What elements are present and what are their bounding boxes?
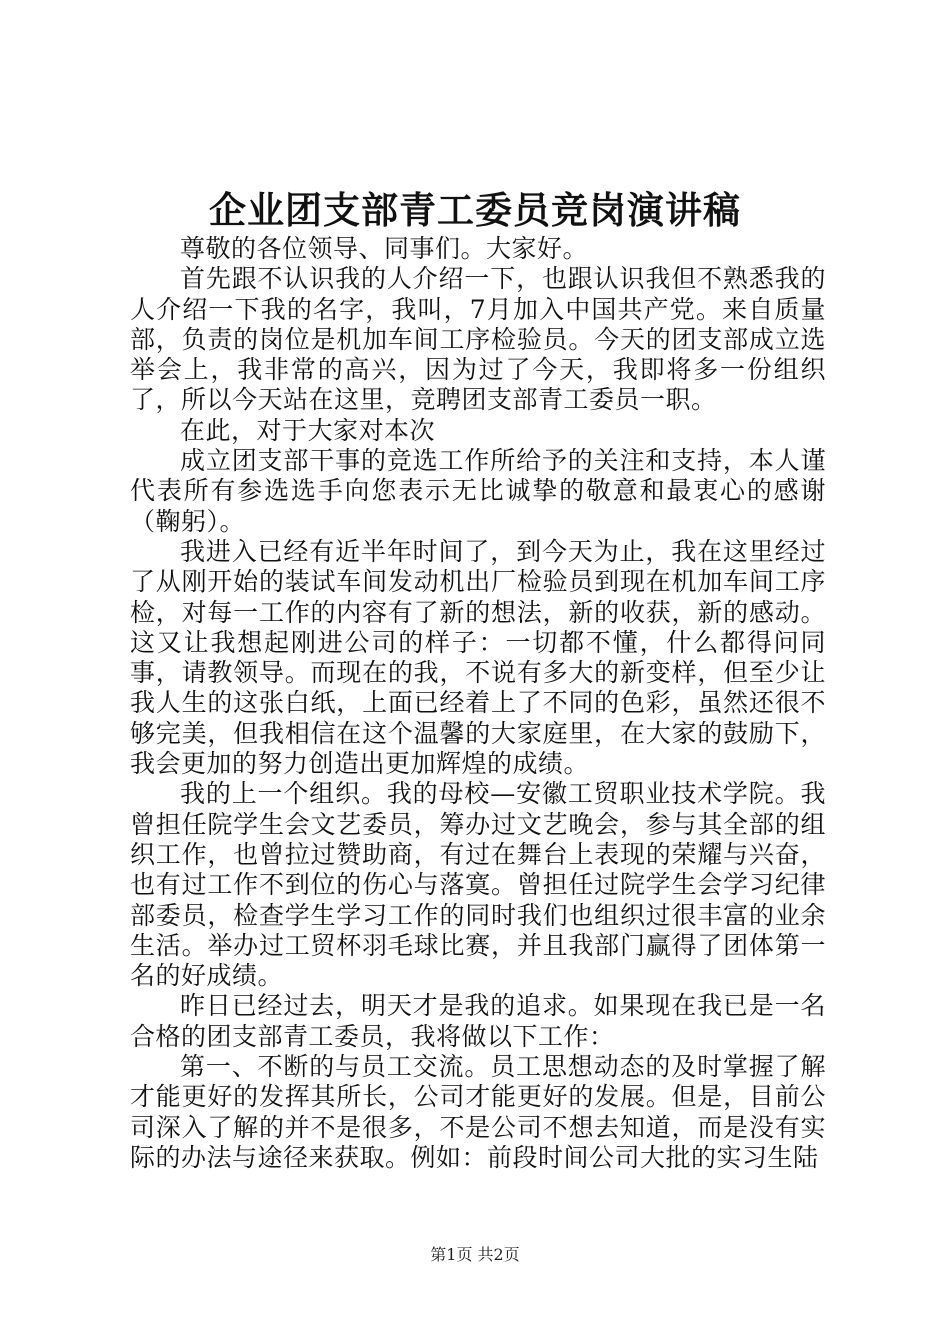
paragraph-greeting: 尊敬的各位领导、同事们。大家好。 [180, 234, 589, 263]
paragraph-plan-intro: 昨日已经过去，明天才是我的追求。如果现在我已是一名合格的团支部青工委员，我将做以下工作： [130, 991, 826, 1051]
paragraph-thanks: 成立团支部干事的竞选工作所给予的关注和支持，本人谨代表所有参选选手向您表示无比诚挚的敬意和最衷心的感谢（鞠躬）。 [130, 446, 826, 536]
paragraph-work-experience: 我进入已经有近半年时间了，到今天为止，我在这里经过了从刚开始的装试车间发动机出厂检验员到现在机加车间工序检，对每一工作的内容有了新的想法，新的收获，新的感动。这又让我想起刚进公司的样子：一切都不懂，什么都得问同事，请教领导。而现在的我，不说有多大的新变样，但至少让我人生的这张白纸，上面已经着上了不同的色彩，虽然还很不够完美，但我相信在这个温馨的大家庭里，在大家的鼓励下，我会更加的努力创造出更加辉煌的成绩。 [130, 536, 826, 779]
document-title: 企业团支部青工委员竞岗演讲稿 [209, 188, 741, 232]
paragraph-thanks-lead: 在此，对于大家对本次 [180, 415, 436, 445]
paragraph-school-experience: 我的上一个组织。我的母校—安徽工贸职业技术学院。我曾担任院学生会文艺委员，筹办过文艺晚会，参与其全部的组织工作，也曾拉过赞助商，有过在舞台上表现的荣耀与兴奋，也有过工作不到位的伤心与落寞。曾担任过院学生会学习纪律部委员，检查学生学习工作的同时我们也组织过很丰富的业余生活。举办过工贸杯羽毛球比赛，并且我部门赢得了团体第一名的好成绩。 [130, 779, 826, 991]
document-body [130, 234, 826, 1173]
page-footer: 第1页 共2页 [430, 1245, 520, 1264]
paragraph-plan-first: 第一、不断的与员工交流。员工思想动态的及时掌握了解才能更好的发挥其所长，公司才能更好的发展。但是，目前公司深入了解的并不是很多，不是公司不想去知道，而是没有实际的办法与途径来获取。例如：前段时间公司大批的实习生陆 [130, 1052, 826, 1172]
paragraph-introduction: 首先跟不认识我的人介绍一下，也跟认识我但不熟悉我的人介绍一下我的名字，我叫，7月加入中国共产党。来自质量部，负责的岗位是机加车间工序检验员。今天的团支部成立选举会上，我非常的高兴，因为过了今天，我即将多一份组织了，所以今天站在这里，竞聘团支部青工委员一职。 [130, 264, 826, 415]
